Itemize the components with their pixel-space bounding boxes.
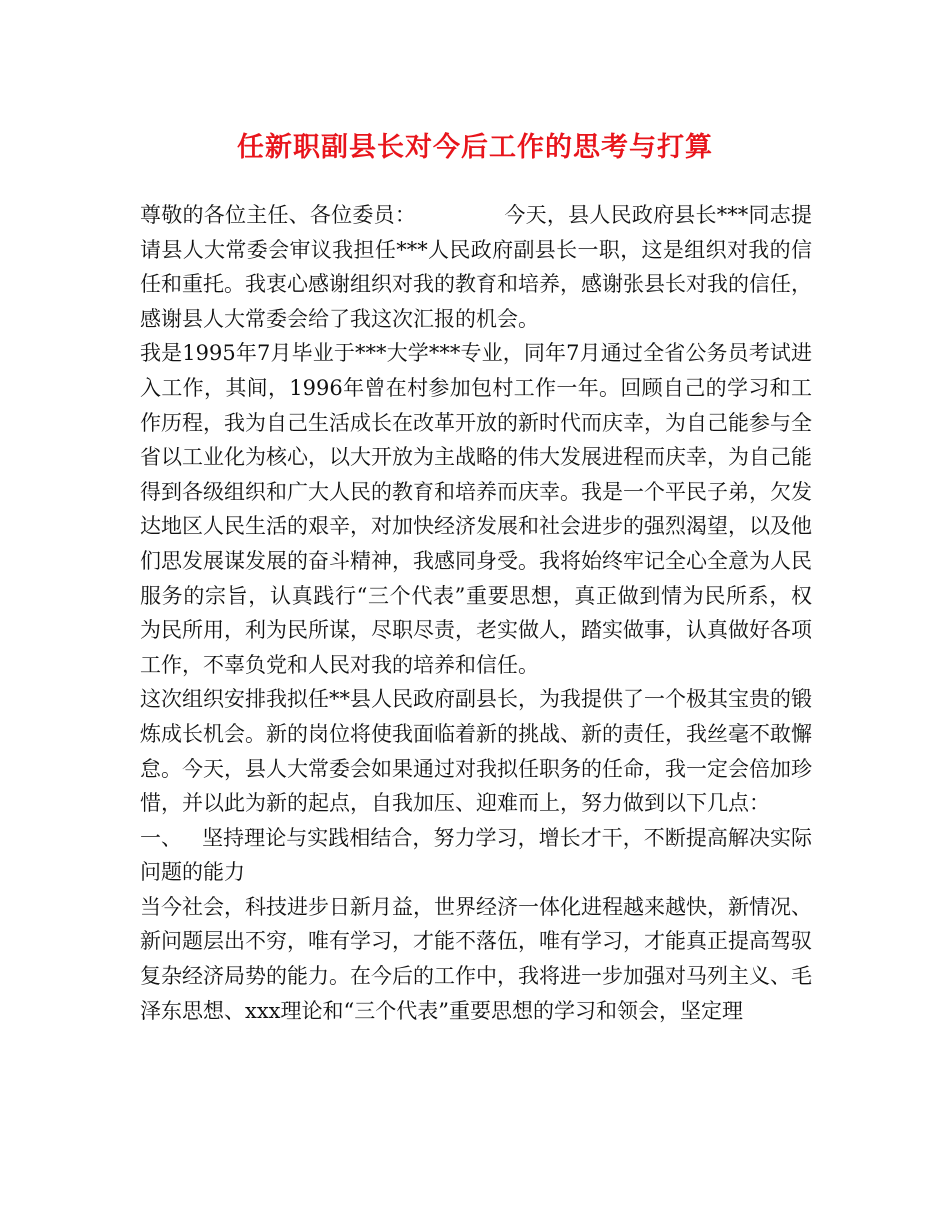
paragraph-learning: 当今社会，科技进步日新月益，世界经济一体化进程越来越快，新情况、新问题层出不穷，唯有学习，才能不落伍，唯有学习，才能真正提高驾驭复杂经济局势的能力。在今后的工作中，我将进一步加强对马列主义、毛泽东思想、xxx理论和“三个代表”重要思想的学习和领会，坚定理 — [140, 894, 812, 1023]
section-heading-1 — [140, 821, 812, 890]
section-heading-text: 坚持理论与实践相结合，努力学习，增长才干，不断提高解决实际问题的能力 — [140, 825, 813, 885]
paragraph-intro — [140, 198, 812, 336]
paragraph-text: 今天，县人民政府县长***同志提请县人大常委会审议我担任***人民政府副县长一职，这是组织对我的信任和重托。我衷心感谢组织对我的教育和培养，感谢张县长对我的信任，感谢县人大常委会给了我这次汇报的机会。 — [140, 203, 813, 331]
document-body — [140, 198, 812, 1028]
salutation: 尊敬的各位主任、各位委员： — [140, 203, 417, 227]
paragraph-background: 我是1995年7月毕业于***大学***专业，同年7月通过全省公务员考试进入工作，其间，1996年曾在村参加包村工作一年。回顾自己的学习和工作历程，我为自己生活成长在改革开放的新时代而庆幸，为自己能参与全省以工业化为核心，以大开放为主战略的伟大发展进程而庆幸，为自己能得到各级组织和广大人民的教育和培养而庆幸。我是一个平民子弟，欠发达地区人民生活的艰辛，对加快经济发展和社会进步的强烈渴望，以及他们思发展谋发展的奋斗精神，我感同身受。我将始终牢记全心全意为人民服务的宗旨，认真践行“三个代表”重要思想，真正做到情为民所系，权为民所用，利为民所谋，尽职尽责，老实做人，踏实做事，认真做好各项工作，不辜负党和人民对我的培养和信任。 — [140, 341, 812, 677]
section-number: 一、 — [140, 825, 183, 850]
page-title: 任新职副县长对今后工作的思考与打算 — [237, 132, 713, 163]
paragraph-appointment: 这次组织安排我拟任**县人民政府副县长，为我提供了一个极其宝贵的锻炼成长机会。新的岗位将使我面临着新的挑战、新的责任，我丝毫不敢懈怠。今天，县人大常委会如果通过对我拟任职务的任命，我一定会倍加珍惜，并以此为新的起点，自我加压、迎难而上，努力做到以下几点： — [140, 687, 812, 816]
